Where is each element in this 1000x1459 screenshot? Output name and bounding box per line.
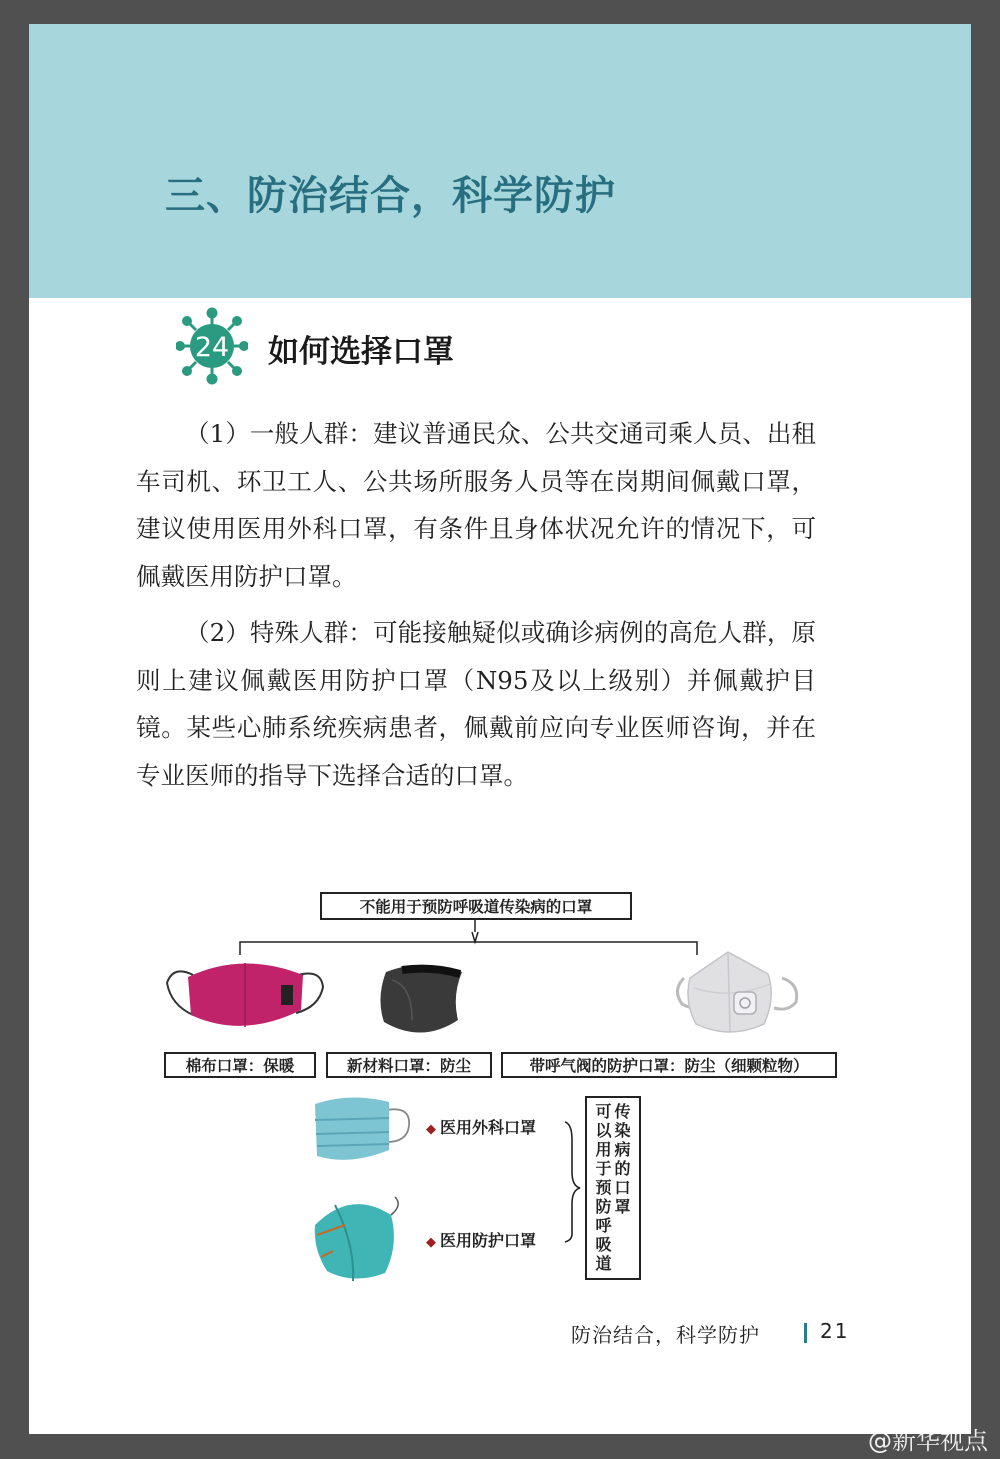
surgical-mask-image xyxy=(305,1090,415,1170)
cotton-mask-image xyxy=(163,955,328,1035)
n95-mask-image xyxy=(305,1185,405,1285)
box-can-prevent xyxy=(585,1096,641,1280)
question-title: 如何选择口罩 xyxy=(268,334,454,370)
paragraph-special: （2）特殊人群：可能接触疑似或确诊病例的高危人群，原则上建议佩戴医用防护口罩（N95及以上级别）并佩戴护目镜。某些心肺系统疾病患者，佩戴前应向专业医师咨询，并在专业医师的指导下选择合适的口罩。 xyxy=(136,618,816,790)
valve-mask-image xyxy=(670,948,805,1040)
chapter-title: 三、防治结合，科学防护 xyxy=(165,173,616,219)
paragraph-general: （1）一般人群：建议普通民众、公共交通司乘人员、出租车司机、环卫工人、公共场所服务人员等在岗期间佩戴口罩，建议使用医用外科口罩，有条件且身体状况允许的情况下，可佩戴医用防护口罩。 xyxy=(136,419,816,591)
footer-chapter-title: 防治结合，科学防护 xyxy=(571,1323,760,1347)
label-cotton-mask: 棉布口罩：保暖 xyxy=(164,1052,316,1078)
box-can-prevent-col2: 传染病的口罩 xyxy=(614,1102,631,1216)
box-not-for-prevention: 不能用于预防呼吸道传染病的口罩 xyxy=(320,892,632,920)
page-number: 21 xyxy=(820,1319,850,1343)
label-surgical-mask: ◆ 医用外科口罩 xyxy=(426,1118,537,1137)
label-n95-mask: ◆ 医用防护口罩 xyxy=(426,1231,537,1250)
box-can-prevent-col1: 可以用于预防呼吸道 xyxy=(595,1102,612,1273)
material-mask-image xyxy=(372,960,470,1038)
label-valve-mask: 带呼气阀的防护口罩：防尘（细颗粒物） xyxy=(501,1052,837,1078)
label-material-mask: 新材料口罩：防尘 xyxy=(326,1052,492,1078)
question-number: 24 xyxy=(194,332,230,363)
footer-divider xyxy=(804,1323,807,1343)
weibo-watermark: @新华视点 xyxy=(868,1427,988,1455)
